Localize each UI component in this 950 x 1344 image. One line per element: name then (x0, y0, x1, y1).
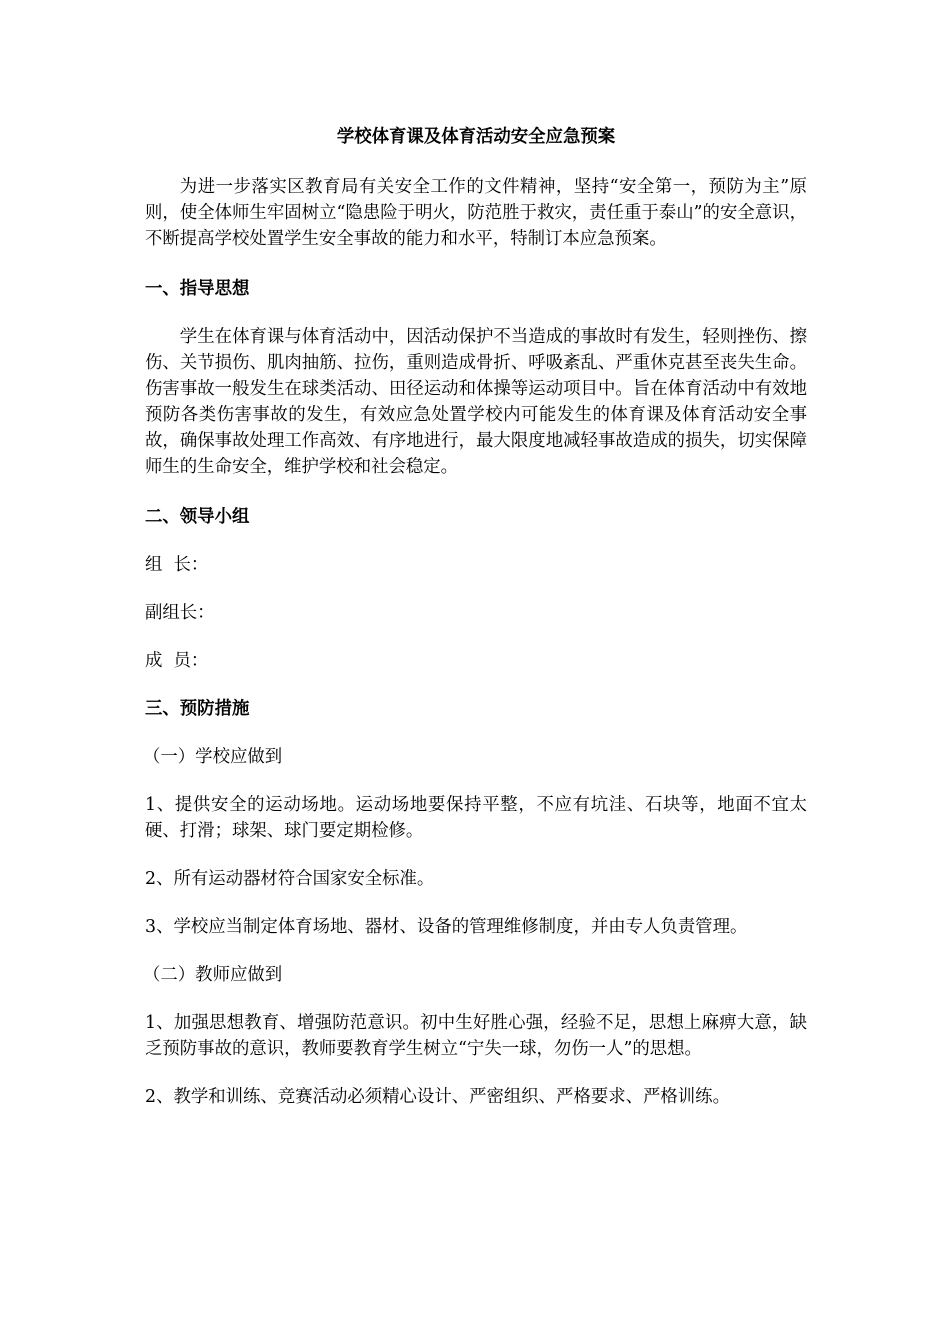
deputy-leader-line: 副组长： (145, 603, 215, 623)
school-item-2: 2、所有运动器材符合国家安全标准。 (145, 869, 435, 889)
teacher-item-1: 1、加强思想教育、增强防范意识。初中生好胜心强，经验不足，思想上麻痹大意，缺乏预防事故的意识，教师要教育学生树立“宁失一球，勿伤一人”的思想。 (145, 1013, 807, 1059)
section-heading-prevention-measures: 三、预防措施 (145, 699, 250, 719)
subsection-heading-teacher: （二）教师应做到 (143, 965, 283, 985)
section-heading-guiding-ideology: 一、指导思想 (145, 279, 250, 299)
members-line: 成 员： (145, 651, 209, 671)
leader-line: 组 长： (145, 555, 209, 575)
teacher-item-2: 2、教学和训练、竞赛活动必须精心设计、严密组织、严格要求、严格训练。 (145, 1087, 730, 1107)
section-heading-leadership-group: 二、领导小组 (145, 507, 250, 527)
subsection-heading-school: （一）学校应做到 (143, 747, 283, 767)
document-body (145, 124, 807, 1132)
document-title: 学校体育课及体育活动安全应急预案 (336, 127, 616, 147)
school-item-3: 3、学校应当制定体育场地、器材、设备的管理维修制度，并由专人负责管理。 (145, 917, 748, 937)
intro-paragraph: 为进一步落实区教育局有关安全工作的文件精神，坚持“安全第一，预防为主”原则，使全体师生牢固树立“隐患险于明火，防范胜于救灾，责任重于泰山”的安全意识，不断提高学校处置学生安全事故的能力和水平，特制订本应急预案。 (145, 177, 807, 249)
guiding-ideology-paragraph: 学生在体育课与体育活动中，因活动保护不当造成的事故时有发生，轻则挫伤、擦伤、关节损伤、肌肉抽筋、拉伤，重则造成骨折、呼吸紊乱、严重休克甚至丧失生命。伤害事故一般发生在球类活动、田径运动和体操等运动项目中。旨在体育活动中有效地预防各类伤害事故的发生，有效应急处置学校内可能发生的体育课及体育活动安全事故，确保事故处理工作高效、有序地进行，最大限度地减轻事故造成的损失，切实保障师生的生命安全，维护学校和社会稳定。 (145, 327, 807, 477)
school-item-1: 1、提供安全的运动场地。运动场地要保持平整，不应有坑洼、石块等，地面不宜太硬、打滑；球架、球门要定期检修。 (145, 795, 807, 841)
